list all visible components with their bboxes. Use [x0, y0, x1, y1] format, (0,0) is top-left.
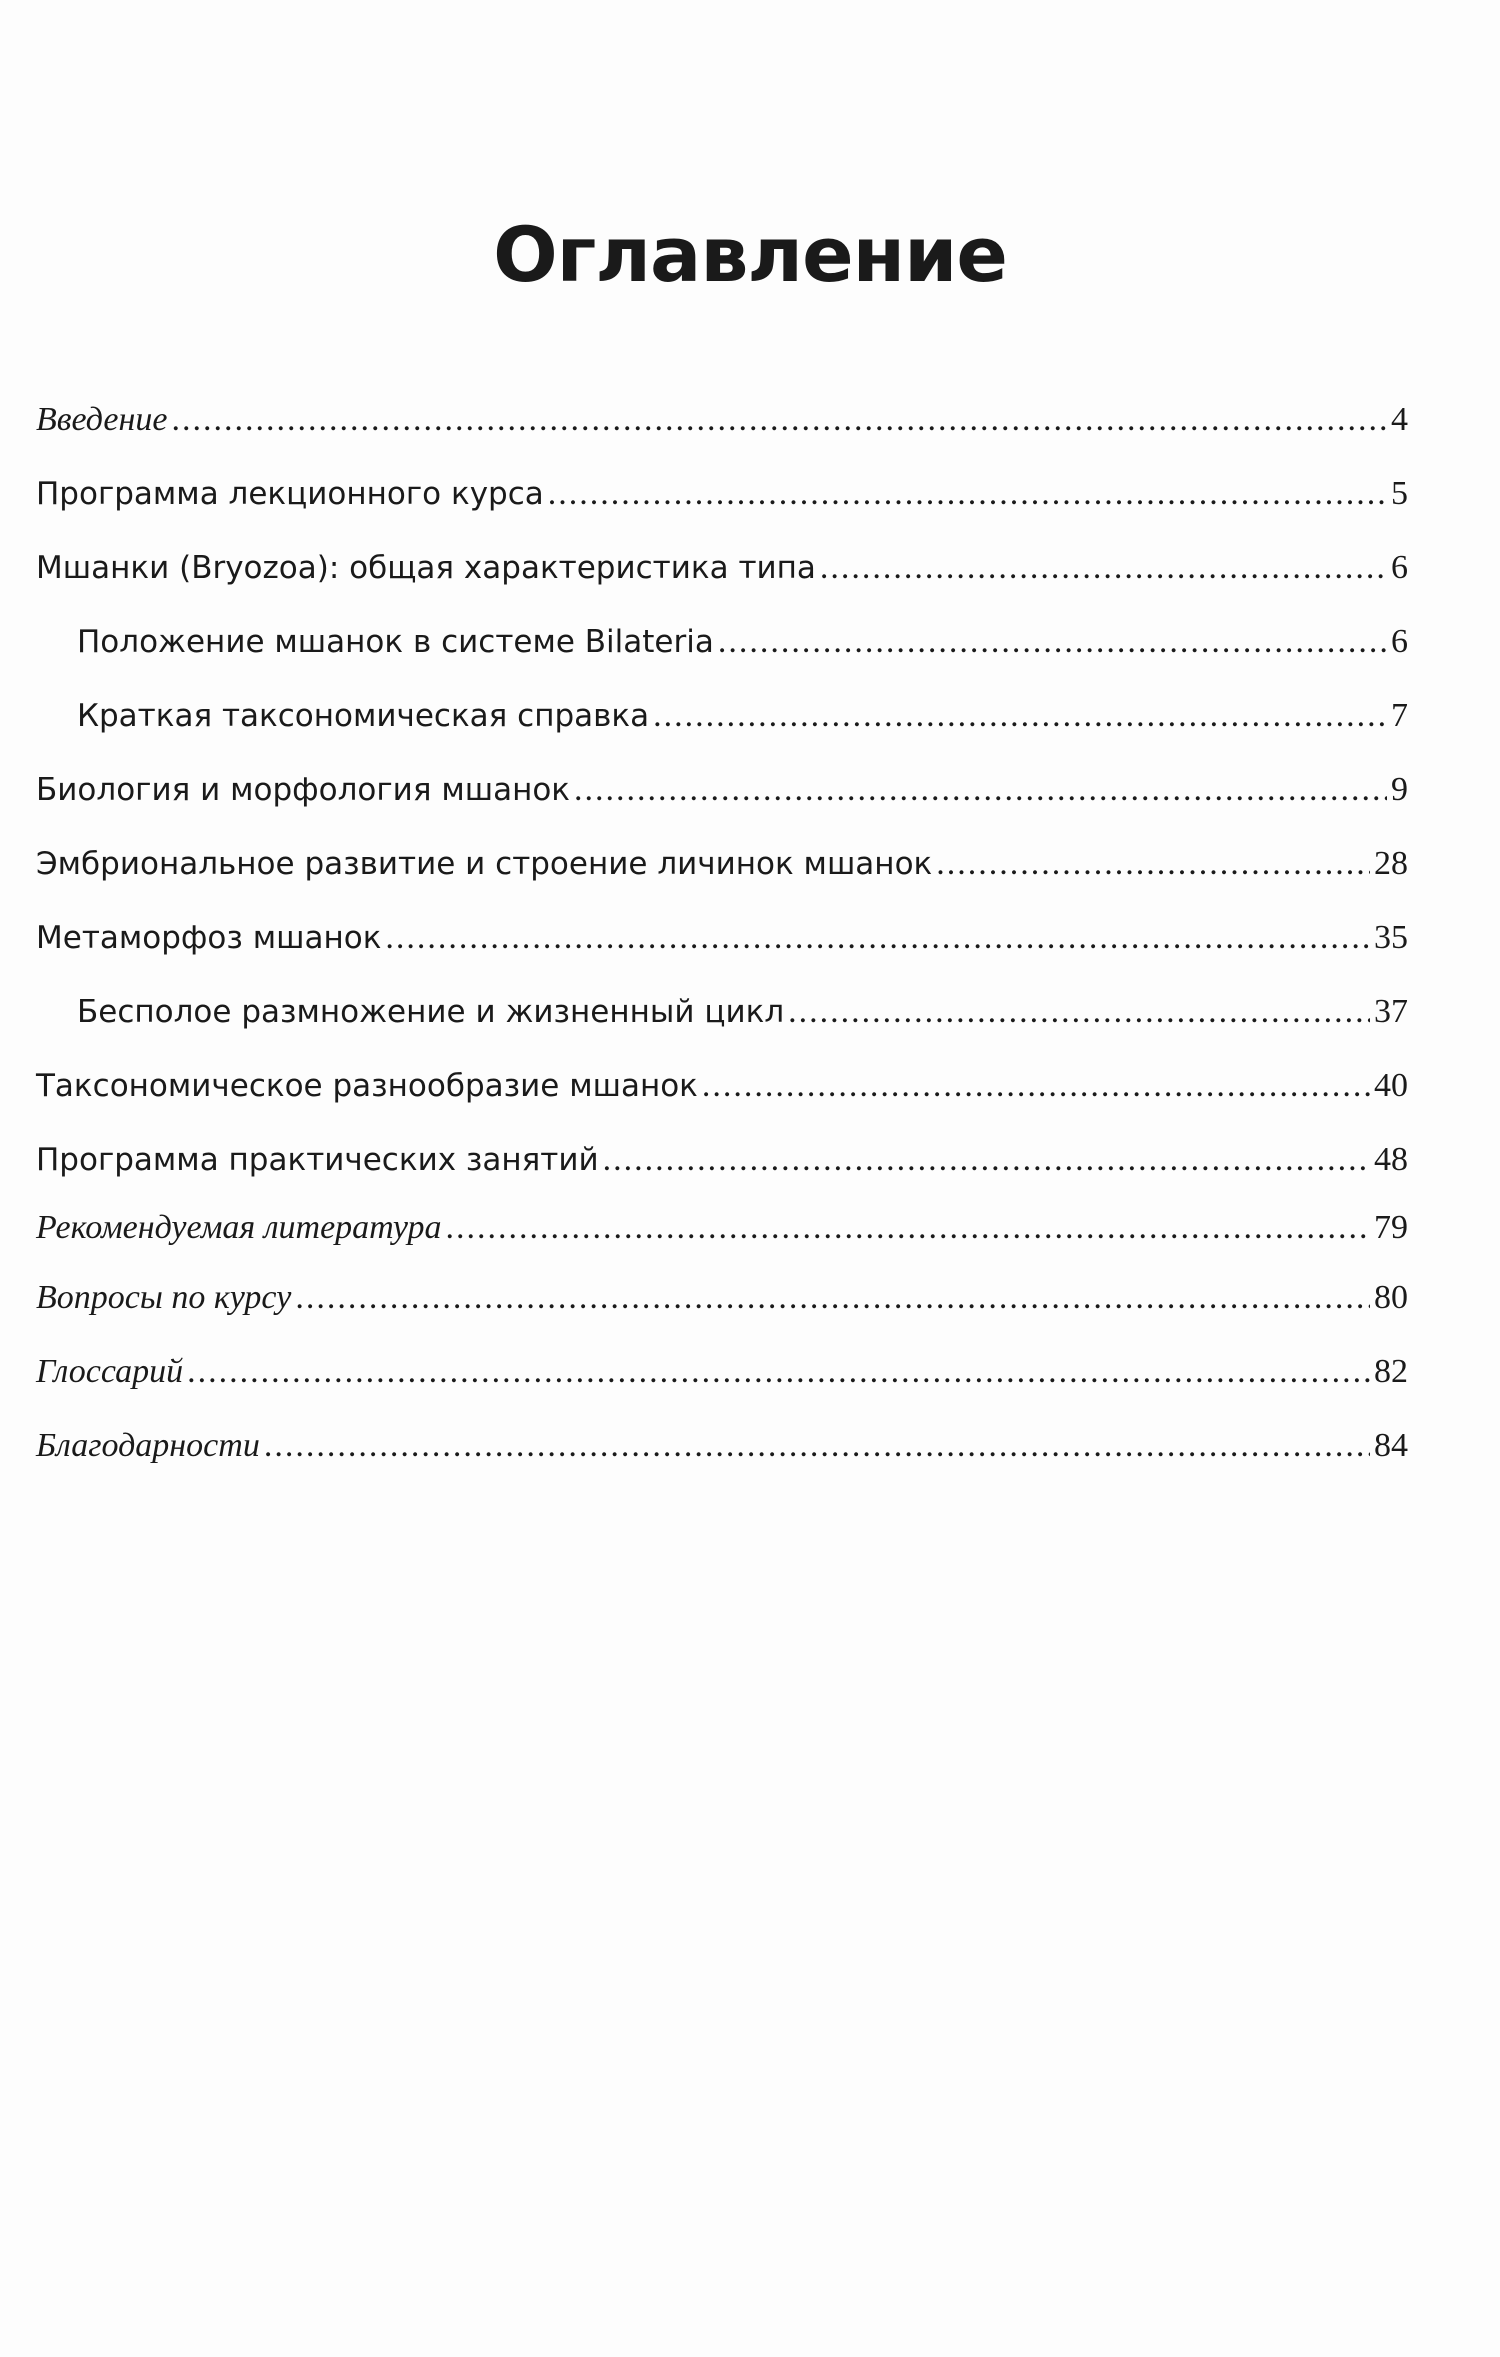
toc-entry-introduction[interactable] — [36, 398, 1408, 442]
toc-dot-leader — [820, 546, 1387, 590]
toc-entry-page: 80 — [1374, 1279, 1408, 1316]
toc-entry-recommended-literature[interactable] — [36, 1206, 1408, 1250]
toc-entry-embryonic-development[interactable] — [36, 842, 1408, 886]
page-title: Оглавление — [493, 209, 1007, 299]
toc-entry-label: Благодарности — [36, 1427, 260, 1464]
toc-entry-page: 37 — [1374, 993, 1408, 1030]
toc-entry-label: Программа практических занятий — [36, 1142, 599, 1178]
toc-entry-page: 82 — [1374, 1353, 1408, 1390]
toc-entry-page: 5 — [1391, 475, 1408, 512]
toc-entry-page: 48 — [1374, 1141, 1408, 1178]
toc-entry-label: Программа лекционного курса — [36, 476, 544, 512]
toc-dot-leader — [653, 694, 1387, 738]
toc-entry-glossary[interactable] — [36, 1350, 1408, 1394]
toc-entry-page: 7 — [1391, 697, 1408, 734]
toc-entry-bilateria-position[interactable] — [77, 620, 1408, 664]
toc-entry-page: 79 — [1374, 1209, 1408, 1246]
toc-entry-label: Мшанки (Bryozoa): общая характеристика типа — [36, 550, 816, 586]
toc-entry-page: 6 — [1391, 623, 1408, 660]
toc-entry-metamorphosis[interactable] — [36, 916, 1408, 960]
toc-dot-leader — [603, 1138, 1370, 1182]
toc-dot-leader — [718, 620, 1387, 664]
toc-entry-label: Бесполое размножение и жизненный цикл — [77, 994, 785, 1030]
toc-entry-label: Рекомендуемая литература — [36, 1209, 442, 1246]
toc-entry-page: 84 — [1374, 1427, 1408, 1464]
toc-entry-course-questions[interactable] — [36, 1276, 1408, 1320]
toc-entry-page: 28 — [1374, 845, 1408, 882]
toc-dot-leader — [574, 768, 1387, 812]
toc-entry-asexual-reproduction[interactable] — [77, 990, 1408, 1034]
toc-dot-leader — [295, 1276, 1370, 1320]
toc-entry-practical-program[interactable] — [36, 1138, 1408, 1182]
toc-dot-leader — [446, 1206, 1370, 1250]
toc-dot-leader — [187, 1350, 1370, 1394]
toc-entry-label: Таксономическое разнообразие мшанок — [36, 1068, 698, 1104]
toc-entry-biology-morphology[interactable] — [36, 768, 1408, 812]
toc-entry-label: Введение — [36, 401, 168, 438]
toc-entry-lecture-program[interactable] — [36, 472, 1408, 516]
toc-entry-page: 40 — [1374, 1067, 1408, 1104]
toc-entry-bryozoa-overview[interactable] — [36, 546, 1408, 590]
toc-entry-label: Положение мшанок в системе Bilateria — [77, 624, 714, 660]
toc-entry-page: 4 — [1391, 401, 1408, 438]
toc-entry-label: Эмбриональное развитие и строение личинок мшанок — [36, 846, 933, 882]
toc-entry-label: Метаморфоз мшанок — [36, 920, 382, 956]
toc-entry-label: Биология и морфология мшанок — [36, 772, 571, 808]
toc-entry-acknowledgements[interactable] — [36, 1424, 1408, 1468]
toc-entry-label: Глоссарий — [36, 1353, 184, 1390]
toc-entry-taxonomic-reference[interactable] — [77, 694, 1408, 738]
toc-entry-label: Вопросы по курсу — [36, 1279, 292, 1316]
toc-entry-label: Краткая таксономическая справка — [77, 698, 650, 734]
toc-dot-leader — [385, 916, 1370, 960]
toc-entry-page: 6 — [1391, 549, 1408, 586]
toc-dot-leader — [702, 1064, 1370, 1108]
toc-dot-leader — [548, 472, 1387, 516]
toc-entry-page: 9 — [1391, 771, 1408, 808]
toc-dot-leader — [171, 398, 1387, 442]
toc-entry-page: 35 — [1374, 919, 1408, 956]
toc-dot-leader — [264, 1424, 1370, 1468]
toc-dot-leader — [788, 990, 1370, 1034]
toc-dot-leader — [936, 842, 1370, 886]
toc-entry-taxonomic-diversity[interactable] — [36, 1064, 1408, 1108]
